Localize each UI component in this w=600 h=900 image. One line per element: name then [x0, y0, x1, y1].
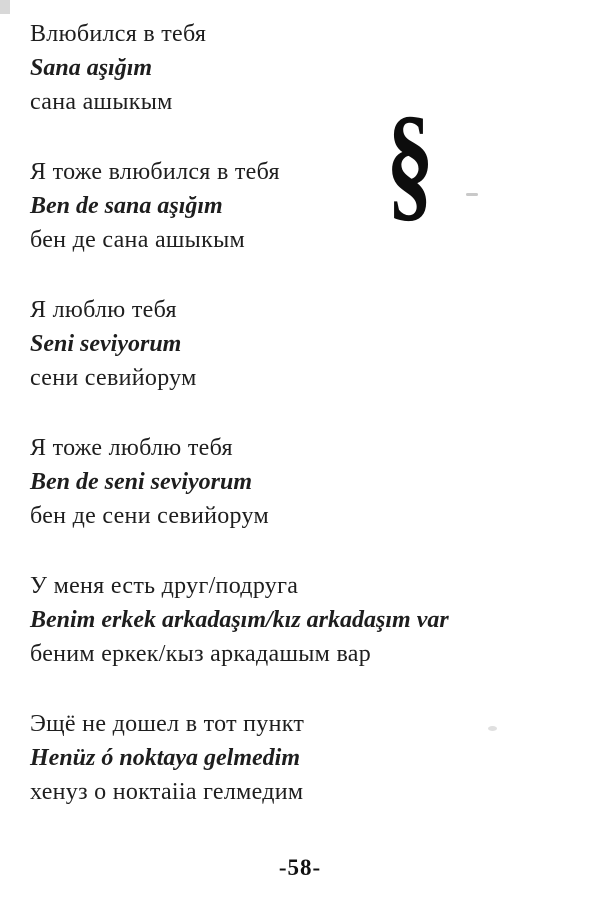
- translit-line: бен де сени севийорум: [30, 503, 270, 529]
- translit-line: хенуз о ноктаііа гелмедим: [30, 779, 304, 805]
- phrase-block: [30, 569, 585, 671]
- turkish-line: Benim erkek arkadaşım/kız arkadaşım var: [30, 607, 449, 633]
- russian-line: Я тоже влюбился в тебя: [30, 159, 280, 185]
- scan-artifact: [0, 0, 10, 14]
- russian-line: Эщё не дошел в тот пункт: [30, 711, 305, 737]
- phrase-block: [30, 155, 585, 257]
- turkish-line: Seni seviyorum: [30, 331, 182, 357]
- phrase-block: [30, 293, 585, 395]
- page-number: -58-: [278, 855, 322, 880]
- russian-line: Влюбился в тебя: [30, 21, 207, 47]
- turkish-line: Henüz ó noktaya gelmedim: [30, 745, 300, 771]
- translit-line: сана ашыкым: [30, 89, 173, 115]
- russian-line: У меня есть друг/подруга: [30, 573, 299, 599]
- russian-line: Я тоже люблю тебя: [30, 435, 233, 461]
- phrase-block: [30, 17, 585, 119]
- translit-line: сени севийорум: [30, 365, 197, 391]
- phrase-block: [30, 707, 585, 809]
- turkish-line: Ben de seni seviyorum: [30, 469, 252, 495]
- phrase-list: [30, 17, 585, 845]
- russian-line: Я люблю тебя: [30, 297, 177, 323]
- phrase-block: [30, 431, 585, 533]
- translit-line: беним еркек/кыз аркадашым вар: [30, 641, 372, 667]
- turkish-line: Sana aşığım: [30, 55, 153, 81]
- turkish-line: Ben de sana aşığım: [30, 193, 223, 219]
- section-symbol: §: [386, 90, 435, 234]
- translit-line: бен де сана ашыкым: [30, 227, 245, 253]
